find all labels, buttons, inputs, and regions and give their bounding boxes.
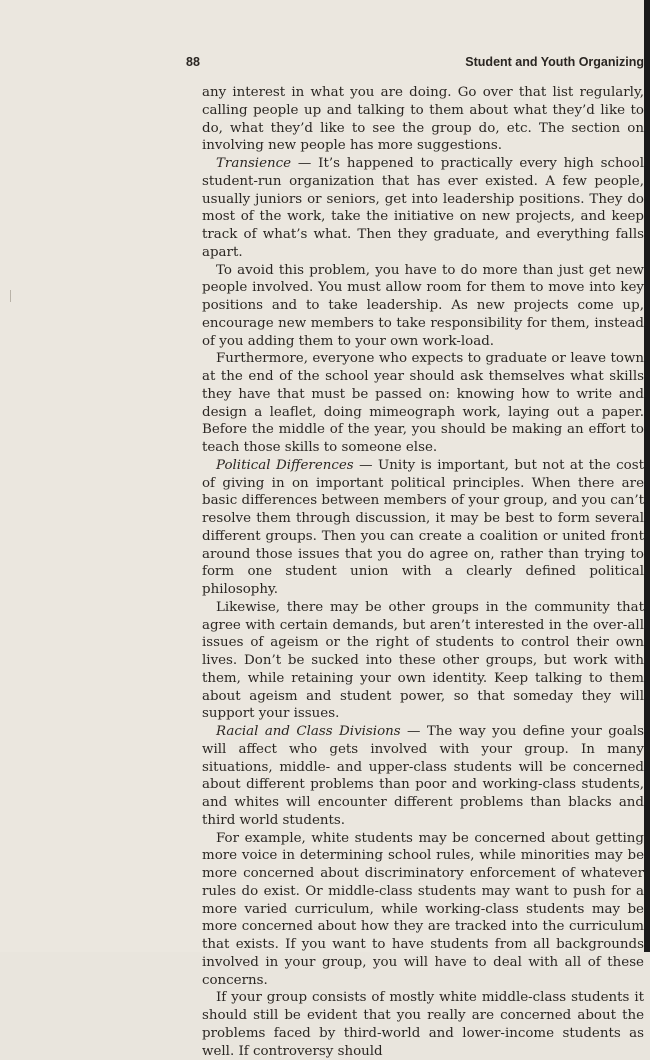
paragraph (202, 84, 644, 155)
scan-edge (644, 0, 650, 952)
paragraph-text: — It’s happened to practically every high school student-run organization that has ever existed. A few people, usually juniors or seniors, get into leadership positions. They do most of the work, take the initiative on new projects, and keep track of what’s what. Then they graduate, and everything falls apart. (202, 156, 644, 260)
paragraph-text: — The way you define your goals will affect who gets involved with your group. In many situations, middle- and upper-class students will be concerned about different problems than poor and working-class students, and whites will encounter different problems than blacks and third world students. (202, 724, 644, 828)
paragraph-text: any interest in what you are doing. Go over that list regularly, calling people up and talking to them about what they’d like to do, what they’d like to see the group do, etc. The section on involving new people has more suggestions. (202, 85, 644, 154)
paragraph-text: — Unity is important, but not at the cost of giving in on important political principles. When there are basic differences between members of your group, and you can’t resolve them through discussion, it may be best to form several different groups. Then you can create a coalition or united front around those issues that you do agree on, rather than trying to form one student union with a clearly defined political philosophy. (202, 457, 644, 597)
page-number: 88 (186, 55, 200, 69)
page-header (186, 55, 644, 71)
body-text (202, 84, 644, 1060)
paragraph (202, 457, 644, 599)
running-head: Student and Youth Organizing (465, 55, 644, 69)
paragraph (202, 350, 644, 457)
section-heading: Political Differences (216, 457, 354, 473)
paragraph (202, 599, 644, 723)
page-speck (10, 290, 11, 302)
paragraph-text: To avoid this problem, you have to do more than just get new people involved. You must allow room for them to move into key positions and to take leadership. As new projects come up, encourage new members to take responsibility for them, instead of you adding them to your own work-load. (202, 262, 644, 349)
section-heading: Racial and Class Divisions (216, 724, 401, 739)
paragraph (202, 989, 644, 1060)
paragraph (202, 723, 644, 830)
paragraph (202, 155, 644, 262)
paragraph (202, 830, 644, 990)
paragraph-text: For example, white students may be concerned about getting more voice in determining school rules, while minorities may be more concerned about discriminatory enforcement of whatever rules do exist. Or middle-class students may want to push for a more varied curriculum, while working-class students may be more concerned about how they are tracked into the curriculum that exists. If you want to have students from all backgrounds involved in your group, you will have to deal with all of these concerns. (202, 830, 644, 988)
paragraph (202, 262, 644, 351)
paragraph-text: Likewise, there may be other groups in the community that agree with certain demands, but aren’t interested in the over-all issues of ageism or the right of students to control their own lives. Don’t be sucked into these other groups, but work with them, while retaining your own identity. Keep talking to them about ageism and student power, so that someday they will support your issues. (202, 599, 644, 722)
paragraph-text: Furthermore, everyone who expects to graduate or leave town at the end of the school year should ask themselves what skills they have that must be passed on: knowing how to write and design a leaflet, doing mimeograph work, laying out a paper. Before the middle of the year, you should be making an effort to teach those skills to someone else. (202, 351, 644, 455)
section-heading: Transience (216, 156, 292, 171)
paragraph-text: If your group consists of mostly white middle-class students it should still be evident that you really are concerned about the problems faced by third-world and lower-income students as well. If controversy should (202, 990, 644, 1059)
